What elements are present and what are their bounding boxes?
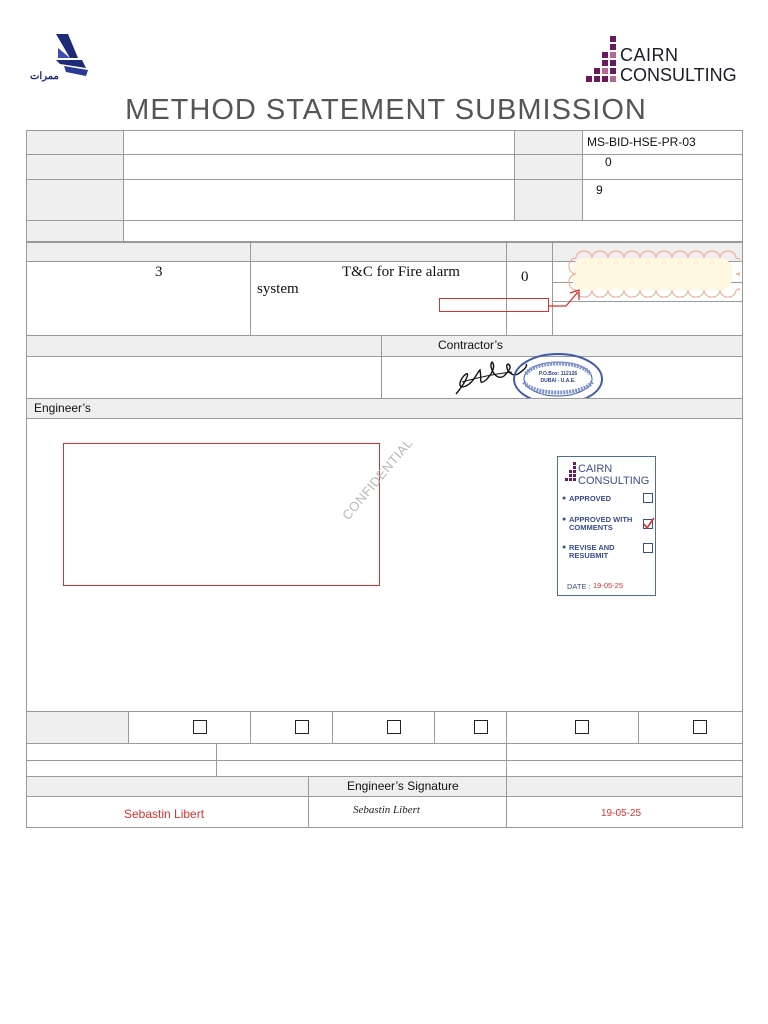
doc-no-label <box>514 130 583 155</box>
info-field-3b <box>582 179 743 221</box>
callout-box <box>439 298 549 312</box>
stamp-po-box: P.O.Box: 112126 <box>538 371 578 377</box>
contractor-left-field <box>26 356 382 399</box>
status-row-label <box>26 711 129 744</box>
status-checkbox-5[interactable] <box>575 720 589 734</box>
stamp-date-row <box>567 581 653 593</box>
info-label-3 <box>26 179 124 221</box>
item-no: 3 <box>155 264 163 280</box>
stamp-brand-line-2: CONSULTING <box>578 475 650 487</box>
revise-checkbox <box>643 543 653 553</box>
status-option-1 <box>128 711 251 744</box>
extra-row-1-b <box>216 743 507 761</box>
name-header <box>26 776 309 797</box>
item-cell <box>26 261 251 336</box>
stamp-option-approved-with-comments <box>562 515 652 535</box>
col-header-item <box>26 242 251 262</box>
extra-row-2-b <box>216 760 507 777</box>
engineer-header-label: Engineer’s <box>34 401 91 415</box>
contractor-left-header <box>26 335 382 357</box>
bullet-icon: ● <box>562 495 567 502</box>
page-title: METHOD STATEMENT SUBMISSION <box>125 94 647 126</box>
status-checkbox-2[interactable] <box>295 720 309 734</box>
cairn-approval-stamp <box>557 456 656 596</box>
stamp-option-revise <box>562 543 652 563</box>
engineer-header <box>26 398 743 419</box>
status-checkbox-1[interactable] <box>193 720 207 734</box>
callout-arrow <box>546 286 586 312</box>
col-header-description <box>250 242 507 262</box>
engineer-name: Sebastin Libert <box>124 807 205 821</box>
stamp-date-value: 19-05-25 <box>593 581 624 590</box>
engineer-name-cell <box>26 796 309 828</box>
revise-label-2: RESUBMIT <box>569 551 609 560</box>
info-label-4 <box>26 220 124 242</box>
contractor-header-label: Contractor’s <box>438 338 503 352</box>
date-header <box>506 776 743 797</box>
info-value-3 <box>123 179 515 221</box>
sign-date-cell <box>506 796 743 828</box>
cairn-consulting-logo <box>586 34 746 84</box>
revision-field <box>582 154 743 180</box>
approved-label: APPROVED <box>569 494 612 503</box>
rev-value: 0 <box>521 269 529 285</box>
info-label-2 <box>26 154 124 180</box>
revision-value: 0 <box>605 155 612 169</box>
revision-label <box>514 154 583 180</box>
info-value-3b: 9 <box>596 183 603 197</box>
stamp-date-label: DATE : <box>567 582 591 591</box>
signature-header <box>308 776 507 797</box>
revise-label-1: REVISE AND <box>569 543 615 552</box>
info-label-3b <box>514 179 583 221</box>
description-line-2: system <box>257 281 299 297</box>
bullet-icon: ● <box>562 516 567 523</box>
extra-row-1-a <box>26 743 217 761</box>
status-option-4 <box>434 711 507 744</box>
sign-date: 19-05-25 <box>601 808 642 819</box>
signature-header-label: Engineer’s Signature <box>347 779 459 793</box>
doc-no-value: MS-BID-HSE-PR-03 <box>587 135 696 149</box>
description-line-1: T&C for Fire alarm <box>342 264 460 280</box>
confidential-watermark: CONFIDENTIAL <box>339 435 416 523</box>
approved-comments-label-2: COMMENTS <box>569 523 613 532</box>
status-option-5 <box>506 711 639 744</box>
status-option-3 <box>332 711 435 744</box>
status-option-2 <box>250 711 333 744</box>
status-checkbox-4[interactable] <box>474 720 488 734</box>
info-label-1 <box>26 130 124 155</box>
info-value-4 <box>123 220 743 242</box>
left-logo-text: ممرات <box>30 71 59 82</box>
approved-comments-label-1: APPROVED WITH <box>569 515 633 524</box>
extra-row-2-c <box>506 760 743 777</box>
engineer-signature: Sebastin Libert <box>353 804 420 816</box>
status-option-6 <box>638 711 743 744</box>
status-checkbox-3[interactable] <box>387 720 401 734</box>
bullet-icon: ● <box>562 544 567 551</box>
extra-row-1-c <box>506 743 743 761</box>
stamp-city: DUBAI - U.A.E. <box>540 378 576 384</box>
stamp-option-approved <box>562 493 652 507</box>
comments-red-box <box>63 443 380 586</box>
approved-checkbox <box>643 493 653 503</box>
extra-row-2-a <box>26 760 217 777</box>
stamp-brand-line-1: CAIRN <box>578 463 613 475</box>
logo-cairn-text: CAIRN <box>620 45 679 65</box>
logo-consulting-text: CONSULTING <box>620 65 737 85</box>
engineer-signature-cell <box>308 796 507 828</box>
left-logo <box>26 30 108 84</box>
doc-no-field <box>582 130 743 155</box>
info-value-1 <box>123 130 515 155</box>
info-value-2 <box>123 154 515 180</box>
revision-cloud-markup <box>564 250 740 298</box>
checkmark-icon <box>642 516 656 530</box>
status-checkbox-6[interactable] <box>693 720 707 734</box>
col-header-rev <box>506 242 553 262</box>
